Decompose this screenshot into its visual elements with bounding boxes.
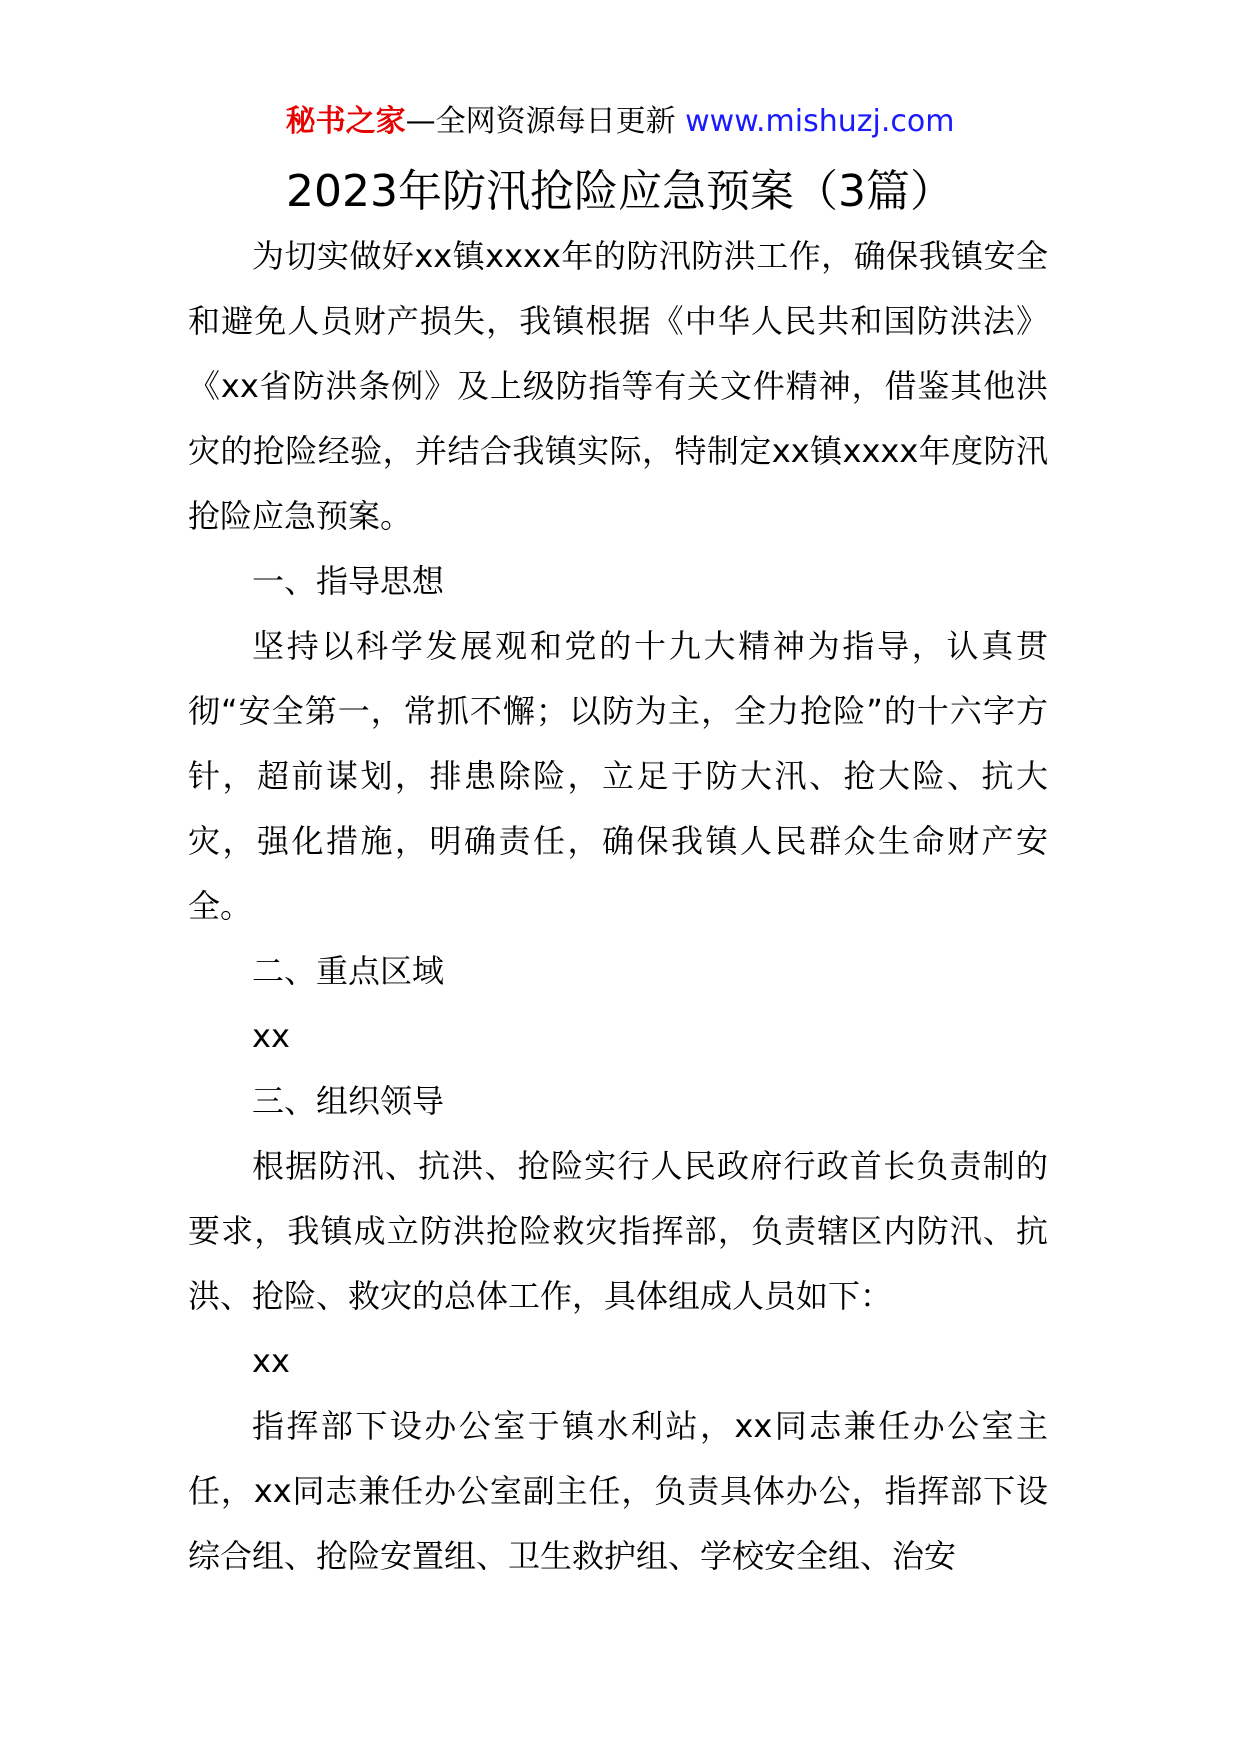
section-heading-guiding-ideology: 一、指导思想 [252, 562, 445, 600]
brand-name: 秘书之家 [285, 104, 406, 139]
members-placeholder: xx [252, 1342, 290, 1380]
intro-paragraph: 为切实做好xx镇xxxx年的防汛防洪工作，确保我镇安全和避免人员财产损失，我镇根据《中华人民共和国防洪法》《xx省防洪条例》及上级防指等有关文件精神，借鉴其他洪灾的抢险经验，并结合我镇实际，特制定xx镇xxxx年度防汛抢险应急预案。 [188, 237, 1048, 535]
section-heading-organization: 三、组织领导 [252, 1082, 445, 1120]
page-header [0, 100, 1240, 144]
organization-paragraph: 根据防汛、抗洪、抢险实行人民政府行政首长负责制的要求，我镇成立防洪抢险救灾指挥部，负责辖区内防汛、抗洪、抢险、救灾的总体工作，具体组成人员如下： [188, 1147, 1048, 1315]
header-tagline: —全网资源每日更新 [405, 104, 676, 139]
office-paragraph: 指挥部下设办公室于镇水利站，xx同志兼任办公室主任，xx同志兼任办公室副主任，负责具体办公，指挥部下设综合组、抢险安置组、卫生救护组、学校安全组、治安 [188, 1407, 1048, 1575]
site-url-link[interactable]: www.mishuzj.com [685, 104, 955, 139]
document-title: 2023年防汛抢险应急预案（3篇） [286, 166, 954, 217]
guiding-ideology-paragraph: 坚持以科学发展观和党的十九大精神为指导，认真贯彻“安全第一，常抓不懈；以防为主，全力抢险”的十六字方针，超前谋划，排患除险，立足于防大汛、抢大险、抗大灾，强化措施，明确责任，确保我镇人民群众生命财产安全。 [188, 627, 1048, 925]
document-body [188, 224, 1048, 1589]
section-heading-key-areas: 二、重点区域 [252, 952, 445, 990]
key-areas-placeholder: xx [252, 1017, 290, 1055]
